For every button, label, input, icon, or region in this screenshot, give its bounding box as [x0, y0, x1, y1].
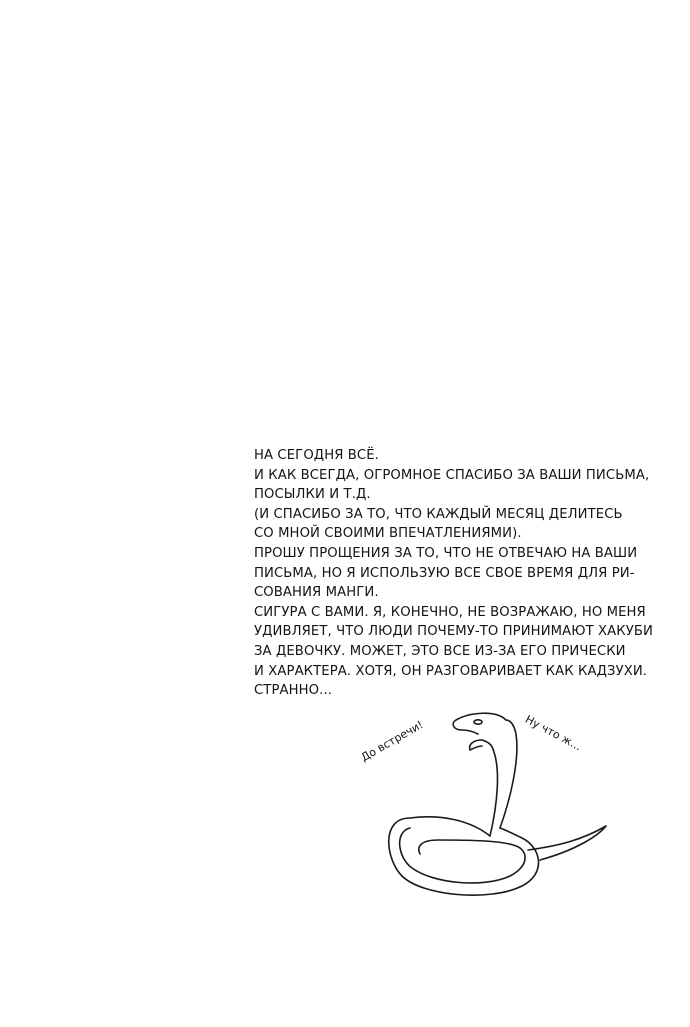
afterword-line: УДИВЛЯЕТ, ЧТО ЛЮДИ ПОЧЕМУ-ТО ПРИНИМАЮТ ХАКУБИ [254, 624, 654, 640]
snake-coil-inner [400, 828, 525, 883]
snake-neck-inner [482, 740, 497, 836]
snake-neck-outer [500, 720, 517, 828]
afterword-line: СО МНОЙ СВОИМИ ВПЕЧАТЛЕНИЯМИ). [254, 526, 522, 542]
speech-goodbye: До встречи! [358, 718, 426, 765]
afterword-line: СТРАННО... [254, 683, 333, 699]
afterword-line: ПИСЬМА, НО Я ИСПОЛЬЗУЮ ВСЕ СВОЕ ВРЕМЯ ДЛЯ РИ- [254, 565, 635, 581]
snake-coil-join [410, 817, 490, 836]
snake-tail [528, 826, 606, 860]
afterword-text [254, 446, 654, 701]
snake-mouth [470, 740, 482, 750]
afterword-line: ПРОШУ ПРОЩЕНИЯ ЗА ТО, ЧТО НЕ ОТВЕЧАЮ НА ВАШИ [254, 545, 638, 561]
snake-drawing [350, 690, 630, 920]
afterword-line: НА СЕГОДНЯ ВСЁ. [254, 448, 379, 463]
afterword-line: (И СПАСИБО ЗА ТО, ЧТО КАЖДЫЙ МЕСЯЦ ДЕЛИТЕСЬ [254, 506, 623, 522]
speech-well-then: Ну что ж... [522, 712, 584, 754]
afterword-line: ЗА ДЕВОЧКУ. МОЖЕТ, ЭТО ВСЕ ИЗ-ЗА ЕГО ПРИЧЕСКИ [254, 643, 626, 659]
afterword-line: ПОСЫЛКИ И Т.Д. [254, 487, 371, 503]
snake-eye [474, 720, 482, 724]
afterword-line: И КАК ВСЕГДА, ОГРОМНОЕ СПАСИБО ЗА ВАШИ ПИСЬМА, [254, 467, 650, 483]
afterword-line: И ХАРАКТЕРА. ХОТЯ, ОН РАЗГОВАРИВАЕТ КАК КАДЗУХИ. [254, 663, 648, 679]
afterword-line: СОВАНИЯ МАНГИ. [254, 585, 379, 601]
afterword-line: СИГУРА С ВАМИ. Я, КОНЕЧНО, НЕ ВОЗРАЖАЮ, НО МЕНЯ [254, 604, 646, 620]
